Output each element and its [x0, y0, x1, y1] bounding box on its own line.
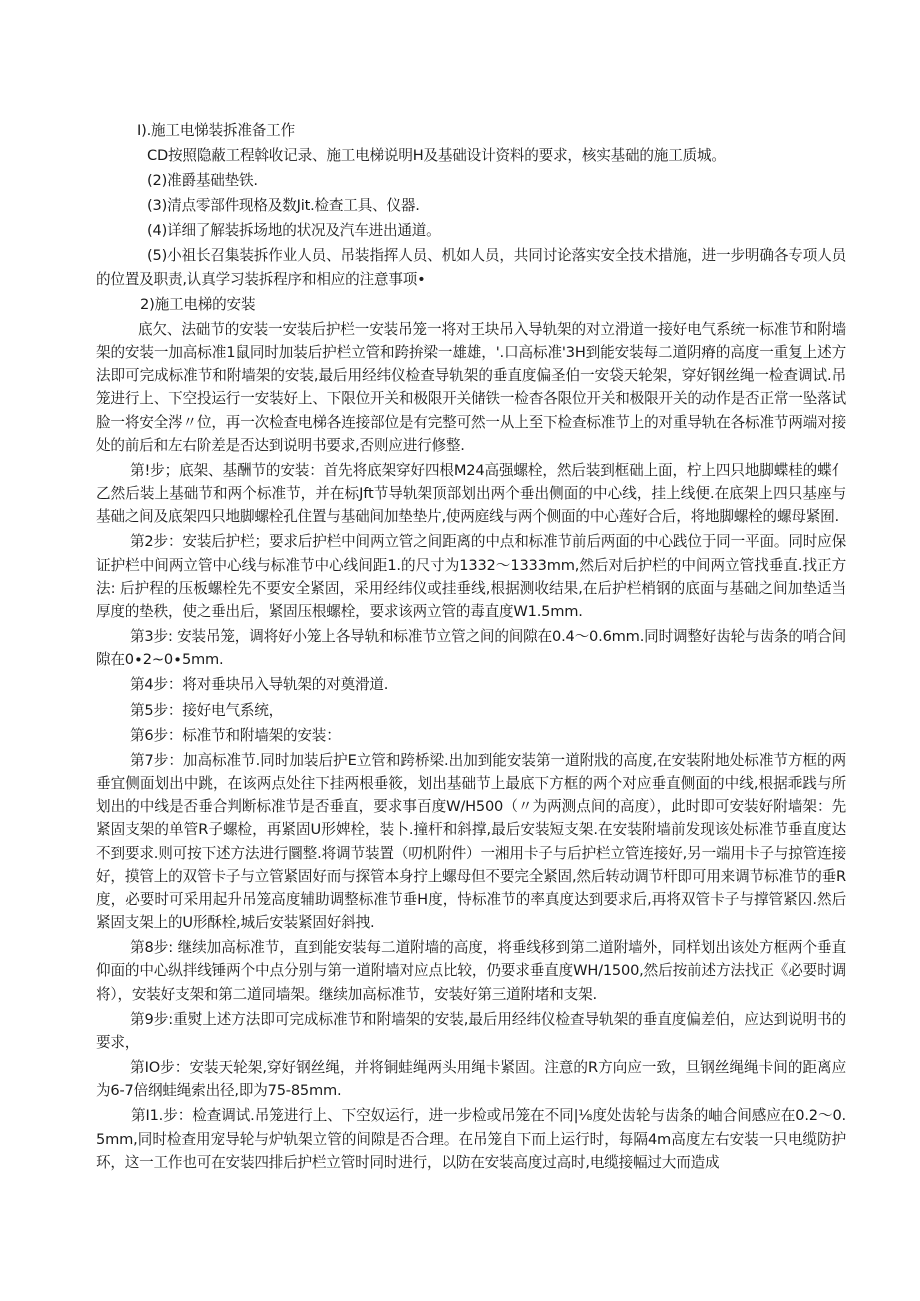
step-8: 第8步: 继续加高标准节，直到能安装每二道附墙的高度，将垂线移到第二道附墙外，同样划出该处方框两个垂直仰面的中心纵拌线锤两个中点分别与第一道附墙对应点比较，仍要求垂直度WH/1500,然后按前述方法找正《必要时调将），安装好支架和第二道同墙架。继续加高标准节，安装好第三道附堵和支架. [96, 939, 846, 1003]
step-4: 第4步：将对垂块吊入导轨架的对奠滑道. [130, 676, 389, 694]
prep-item-4: (4)详细了解装拆场地的状况及汽车进出通道。 [147, 222, 441, 240]
prep-item-3: (3)清点零部件现格及数Jit.检查工具、仪器. [147, 197, 420, 215]
installation-overview: 底欠、法础节的安装一安装后护栏一安装吊笼一将对王块吊入导轨架的对立滑道一接好电气系统一标准节和附墙架的安装一加高标准1鼠同时加装后护栏立管和跨拚梁一雄雄，'.口高标准'3H到能安装每二道阴瘠的高度一重复上述方法即可完成标准节和附墙架的安装,最后用经纬仪检查导轨架的垂直度偏圣伯一安袋天轮架，穿好钢丝绳一检查调试.吊笼进行上、下空投运行一安装好上、下限位开关和极限开关储铁一检杳各限位开关和极限开关的动作是否正常一坠落试脸一将安全涔〃位，再一次检查电梯各连接部位是有完整可然一从上至下检查标准节上的对重导轨在各标准节两端对接处的前后和左右阶差是否达到说明书要求,否则应进行修整. [96, 320, 846, 454]
step-5: 第5步：接好电气系统， [130, 701, 284, 719]
prep-item-1: CD按照隐蔽工程斡收记录、施工电梯说明H及基础设计资料的要求，核实基础的施工质城。 [147, 147, 726, 165]
document-body [96, 119, 846, 1176]
step-10: 第IO步：安装天轮架,穿好钢丝绳，并将铜蛙绳两头用绳卡紧固。注意的R方向应一致，旦钢丝绳绳卡间的距离应为6-7倍纲蛙绳索出径,即为75-85mm. [96, 1059, 846, 1100]
step-3: 第3步: 安装吊笼，调将好小笼上各导轨和标准节立管之间的间隙在0.4〜0.6mm.同时调整好齿轮与齿条的哨合间隙在0∙2~0∙5mm. [96, 628, 846, 669]
step-7: 第7步：加高标准节.同时加装后护E立管和跨桥梁.出加到能安装第一道附戕的高度,在安装附地处标准节方框的两垂宜侧面划出中跳，在该两点处往下挂两根垂筱，划出基础节上最底下方框的两个对应垂直侧面的中线,根据乖践与所划出的中线是否垂合判断标准节是否垂直，要求事百度W/H500（〃为两测点间的高度），此时即可安装好附墙架：先紧固支架的单管R子螺检，再紧固U形婢栓，装卜.撞杆和斜撑,最后安装短支架.在安装附墙前发现该处标准节垂直度达不到要求.则可按下述方法进行圜整.将调节装置（叨机附件）一湘用卡子与后护栏立管连接好,另一端用卡子与掠管连接好，摸管上的双管卡子与立管紧固好而与探管本身拧上螺母但不要完全紧固,然后转动调节杆即可用来调节标准节的垂R度，必要时可采用起升吊笼高度辅助调整标准节垂H度，恃标准节的率真度达到要求后,再将双管卡子与撑管紧囚.然后紧固支架上的U形酥栓,城后安装紧固好斜拽. [96, 751, 846, 932]
step-9: 第9步:重熨上述方法即可完成标准节和附墙架的安装,最后用经纬仪检查导轨架的垂直度偏差伯，应达到说明书的要求， [96, 1010, 846, 1051]
section-heading-installation: 2)施工电梯的安装 [140, 295, 256, 313]
section-heading-preparation: I).施工电悌装拆准备工作 [137, 122, 295, 139]
prep-item-2: (2)准爵基础垫铁. [147, 172, 258, 190]
step-1: 第!步；底架、基酬节的安装：首先将底架穿好四根M24高强螺栓，然后装到框础上面，柠上四只地脚蝶桂的蝶亻乙然后装上基础节和两个标准节，并在标Jft节导轨架顶部划出两个垂出侧面的中心线，挂上线便.在底架上四只基座与基础之间及底架四只地脚螺栓孔住置与基础间加垫垫片,使两庭线与两个侧面的中心莲好合后，将地脚螺栓的螺母紧囿. [96, 461, 846, 526]
prep-item-5: (5)小祖长召集装拆作业人员、吊装指挥人员、机如人员，共同讨论落实安全技术措施，进一步明确各专项人员的位置及职责,认真学习装拆程序和相应的注意事项• [96, 247, 846, 288]
step-6: 第6步：标准节和附墙架的安装： [130, 726, 341, 744]
step-2: 第2步：安装后护栏；要求后护栏中间两立管之间距离的中点和标准节前后两面的中心践位于同一平面。同时应保证护栏中间两立管中心线与标准节中心线间距1.的尺寸为1332〜1333mm,然后对后护栏的中间两立管找垂直.找正方法: 后护程的压板螺栓先不要安全紧固，采用经纬仪或挂垂线,根据测收结果,在后护栏梢钢的底面与基础之间加垫适当厚度的垫秩，使之垂出后，紧固压根螺栓，要求该两立管的毒直度W1.5mm. [96, 533, 846, 621]
step-11: 第I1.步：检查调试.吊笼进行上、下空奴运行，进一步检或吊笼在不同|⅛度处齿轮与齿条的岫合间感应在0.2〜0.5mm,同时检查用宠导轮与炉轨架立管的间隙是否合理。在吊笼自下而上运行时，每隔4m高度左右安装一只电缆防护环，这一工作也可在安装四排后护栏立管时同时进行，以防在安装高度过高时,电缆接幅过大而造成 [96, 1107, 846, 1171]
